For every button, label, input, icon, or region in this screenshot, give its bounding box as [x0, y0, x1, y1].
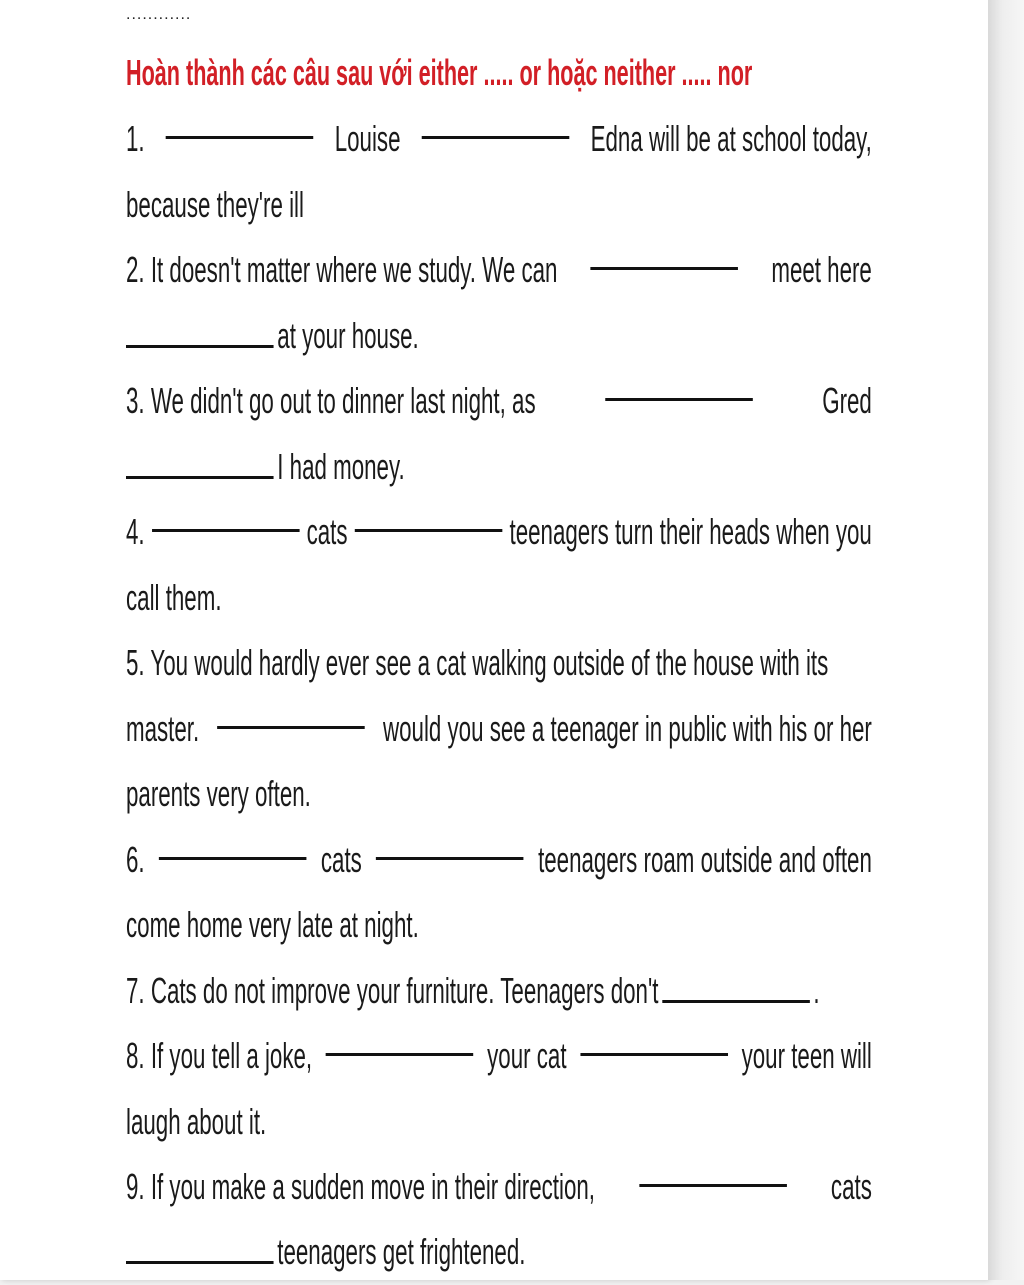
exercise-number: 7.	[126, 970, 145, 1011]
exercise-text: cats	[306, 511, 348, 552]
exercise-text: teenagers roam outside and often	[538, 839, 872, 880]
exercise-number: 9.	[126, 1166, 145, 1207]
exercise-text: your cat	[487, 1035, 567, 1076]
exercise-text: .	[813, 970, 820, 1011]
answer-blank[interactable]	[605, 368, 753, 401]
exercise-8-line-2: laugh about it.	[126, 1101, 267, 1142]
exercise-text: teenagers get frightened.	[277, 1231, 526, 1272]
exercise-6-line-2: come home very late at night.	[126, 904, 419, 945]
exercise-text: meet here	[771, 249, 872, 290]
answer-blank[interactable]	[152, 499, 300, 532]
exercise-7-line-1	[126, 958, 820, 1024]
exercise-text: would you see a teenager in public with his or her	[382, 708, 872, 749]
exercise-number: 4.	[126, 511, 145, 552]
exercise-5-line-2	[126, 696, 872, 762]
answer-blank[interactable]	[580, 1023, 728, 1056]
answer-blank[interactable]	[355, 499, 503, 532]
answer-blank[interactable]	[126, 315, 274, 348]
exercise-number: 5.	[126, 642, 145, 683]
answer-blank[interactable]	[639, 1154, 787, 1187]
answer-blank[interactable]	[126, 1231, 274, 1264]
exercise-number: 3.	[126, 380, 145, 421]
exercise-text: If you tell a joke,	[150, 1035, 313, 1076]
exercise-4-line-1	[126, 499, 872, 565]
worksheet-title: Hoàn thành các câu sau với either ..... or hoặc neither ..... nor	[126, 52, 753, 93]
exercise-9-line-2	[126, 1219, 589, 1285]
exercise-text: cats	[830, 1166, 872, 1207]
answer-blank[interactable]	[591, 237, 739, 270]
exercise-number: 1.	[126, 118, 145, 159]
exercise-text: your teen will	[741, 1035, 872, 1076]
exercise-5-line-3: parents very often.	[126, 773, 311, 814]
exercise-text: Louise	[334, 118, 401, 159]
answer-blank[interactable]	[422, 106, 570, 139]
answer-blank[interactable]	[166, 106, 314, 139]
exercise-number: 6.	[126, 839, 145, 880]
exercise-text: master.	[126, 708, 200, 749]
viewer-gutter	[988, 0, 1024, 1280]
exercise-5-line-1	[126, 630, 872, 696]
exercise-text: You would hardly ever see a cat walking outside of the house with its	[150, 642, 829, 683]
exercise-number: 8.	[126, 1035, 145, 1076]
exercise-text: If you make a sudden move in their direction,	[150, 1166, 595, 1207]
exercise-2-line-2	[126, 303, 589, 369]
exercise-4-line-2: call them.	[126, 577, 222, 618]
header-dots: ............	[126, 6, 192, 23]
exercise-1-line-1	[126, 106, 872, 172]
answer-blank[interactable]	[126, 446, 274, 479]
answer-blank[interactable]	[159, 827, 307, 860]
exercise-text: Cats do not improve your furniture. Teenagers don't	[150, 970, 659, 1011]
exercise-text: teenagers turn their heads when you	[509, 511, 872, 552]
exercise-text: at your house.	[277, 315, 419, 356]
answer-blank[interactable]	[326, 1023, 474, 1056]
exercise-3-line-1	[126, 368, 872, 434]
exercise-text: I had money.	[277, 446, 405, 487]
exercise-3-line-2	[126, 434, 589, 500]
exercise-9-line-1	[126, 1154, 872, 1220]
exercise-6-line-1	[126, 827, 872, 893]
answer-blank[interactable]	[662, 970, 810, 1003]
exercise-2-line-1	[126, 237, 872, 303]
exercise-1-line-2: because they're ill	[126, 184, 304, 225]
exercise-text: Edna will be at school today,	[590, 118, 872, 159]
exercise-text: We didn't go out to dinner last night, as	[150, 380, 536, 421]
exercise-number: 2.	[126, 249, 145, 290]
answer-blank[interactable]	[217, 696, 365, 729]
answer-blank[interactable]	[376, 827, 524, 860]
exercise-8-line-1	[126, 1023, 872, 1089]
exercise-text: Gred	[822, 380, 872, 421]
exercise-text: It doesn't matter where we study. We can	[150, 249, 558, 290]
exercise-text: cats	[320, 839, 362, 880]
